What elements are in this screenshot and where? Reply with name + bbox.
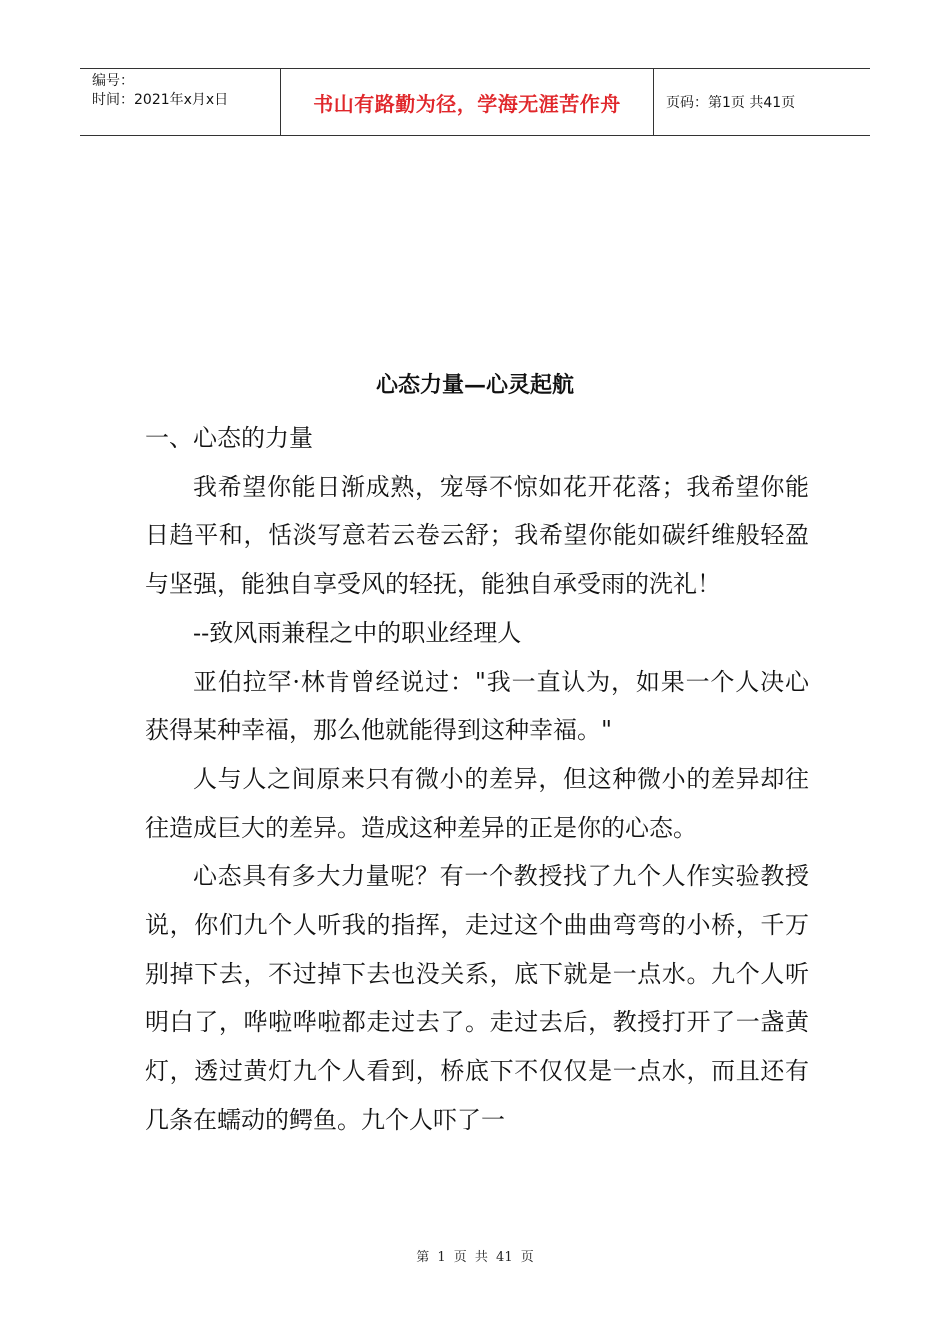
header-motto: 书山有路勤为径，学海无涯苦作舟: [313, 91, 621, 116]
body-paragraph: 我希望你能日渐成熟，宠辱不惊如花开花落；我希望你能日趋平和，恬淡写意若云卷云舒；我希望你能如碳纤维般轻盈与坚强，能独自享受风的轻抚，能独自承受雨的洗礼！: [145, 472, 809, 599]
section-heading: 一、心态的力量: [145, 424, 313, 452]
header-page-cell: [654, 69, 870, 135]
body-paragraph: 人与人之间原来只有微小的差异，但这种微小的差异却往往造成巨大的差异。造成这种差异的正是你的心态。: [145, 764, 809, 842]
body-paragraph: --致风雨兼程之中的职业经理人: [193, 618, 522, 647]
page-header: [80, 68, 870, 136]
header-motto-cell: [281, 69, 654, 135]
document-title: 心态力量—心灵起航: [375, 372, 574, 398]
page-footer: 第 1 页 共 41 页: [416, 1250, 534, 1265]
header-time-text: 时间：2021年x月x日: [92, 92, 229, 108]
header-meta-cell: [80, 69, 281, 135]
document-body: [145, 414, 809, 1145]
body-paragraph: 亚伯拉罕·林肯曾经说过："我一直认为，如果一个人决心获得某种幸福，那么他就能得到这种幸福。": [145, 667, 809, 745]
header-page-info: 页码：第1页 共41页: [666, 95, 796, 111]
body-paragraph: 心态具有多大力量呢？有一个教授找了九个人作实验教授说，你们九个人听我的指挥，走过这个曲曲弯弯的小桥，千万别掉下去，不过掉下去也没关系，底下就是一点水。九个人听明白了，哗啦哗啦都走过去了。走过去后，教授打开了一盏黄灯，透过黄灯九个人看到，桥底下不仅仅是一点水，而且还有几条在蠕动的鳄鱼。九个人吓了一: [145, 862, 809, 1134]
header-number-label: 编号：: [92, 73, 134, 89]
